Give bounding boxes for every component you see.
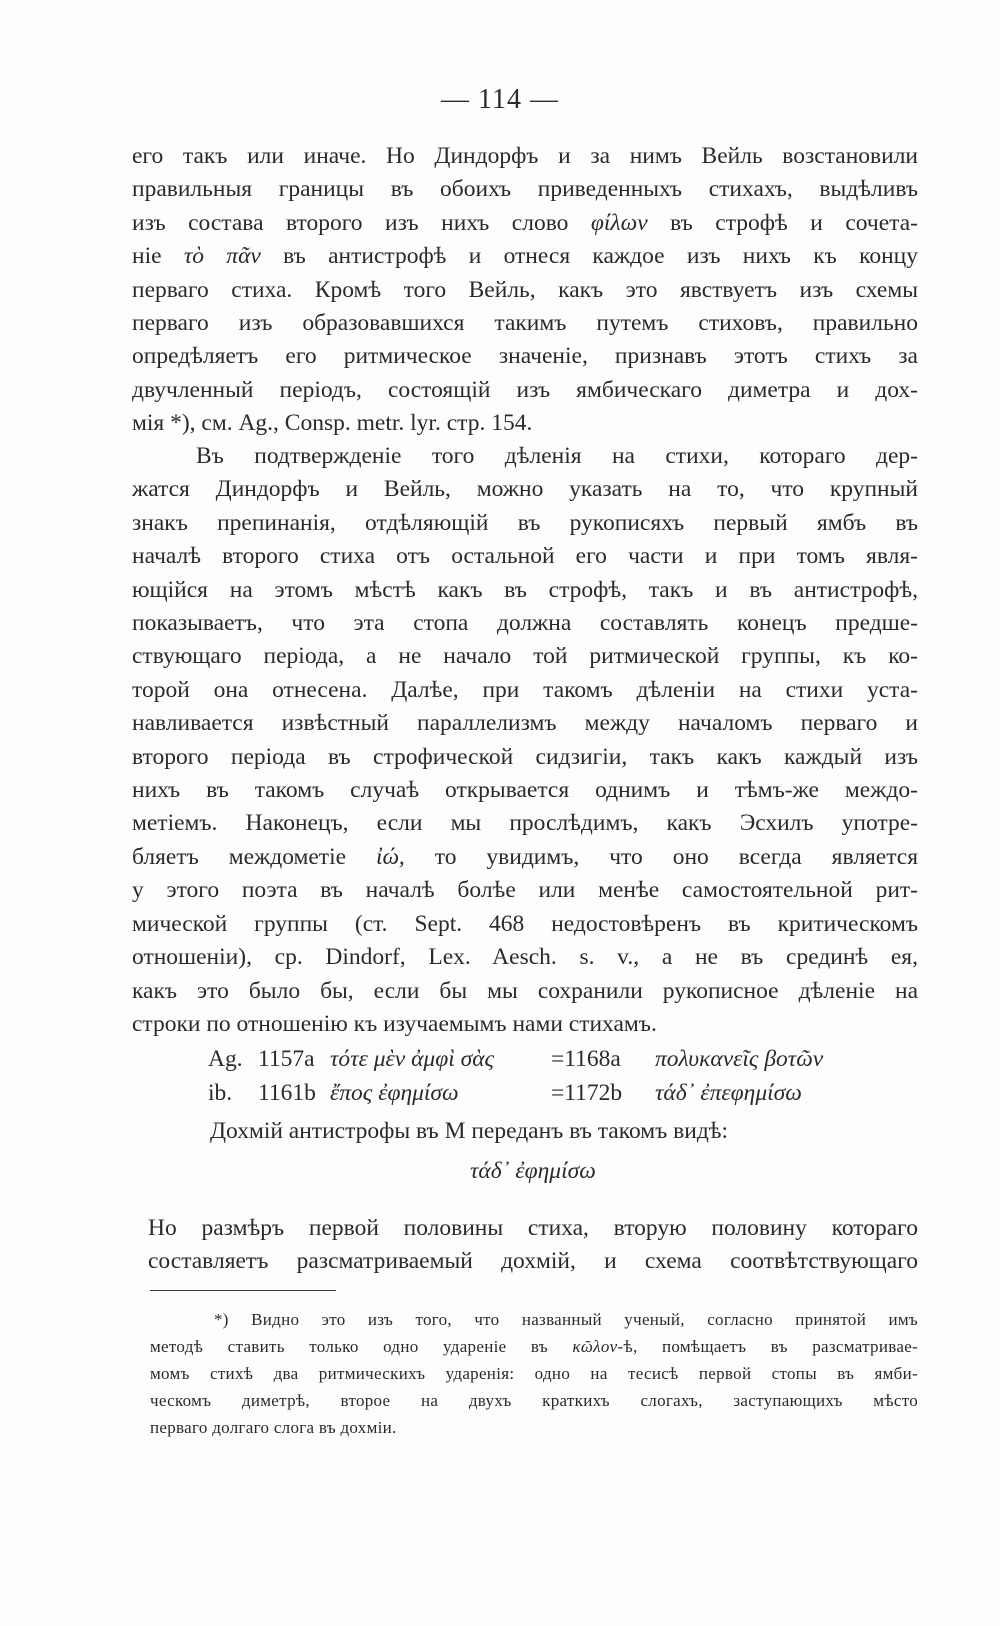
footnote-divider bbox=[150, 1290, 336, 1291]
greek-verse: ἔπος ἐφημίσω bbox=[330, 1080, 459, 1106]
text-line: мія *), см. Ag., Consp. metr. lyr. стр. 154. bbox=[132, 410, 533, 437]
footnote-line: момъ стихѣ два ритмическихъ ударенія: одно на тесисѣ первой стопы въ ямби- bbox=[150, 1364, 918, 1383]
greek-word: φίλων bbox=[590, 209, 648, 236]
paragraph-3 bbox=[148, 1212, 918, 1279]
verse-number: 1161b bbox=[258, 1080, 316, 1106]
text-line: отношеніи), ср. Dindorf, Lex. Aesch. s. v., а не въ срединѣ ея, bbox=[132, 944, 918, 971]
text-line: второго періода въ строфической сидзигіи, такъ какъ каждый изъ bbox=[132, 743, 918, 770]
footnote-line: перваго долгаго слога въ дохміи. bbox=[150, 1418, 397, 1437]
greek-word: τὸ πᾶν bbox=[183, 243, 261, 270]
verse-ref: ib. bbox=[208, 1080, 233, 1106]
text-line: перваго изъ образовавшихся такимъ путемъ стиховъ, правильно bbox=[132, 310, 918, 337]
footnote bbox=[150, 1306, 918, 1441]
text-fragment: -ѣ, помѣщаетъ въ разсматривае- bbox=[617, 1337, 918, 1356]
page-number: — 114 — bbox=[441, 84, 559, 115]
greek-word: ἰώ, bbox=[376, 843, 405, 870]
text-line: началѣ второго стиха отъ остальной его части и при томъ явля- bbox=[132, 543, 918, 570]
greek-word: κῶλον bbox=[572, 1337, 618, 1356]
text-line: двучленный періодъ, состоящій изъ ямбическаго диметра и дох- bbox=[132, 376, 918, 403]
text-line: опредѣляетъ его ритмическое значеніе, признавъ этотъ стихъ за bbox=[132, 343, 918, 370]
text-line: знакъ препинанія, отдѣляющій въ рукописяхъ первый ямбъ въ bbox=[132, 509, 918, 536]
dochmius-intro: Дохмій антистрофы въ М переданъ въ такомъ видѣ: bbox=[210, 1118, 729, 1144]
text-line: нихъ въ такомъ случаѣ открывается однимъ и тѣмъ-же междо- bbox=[132, 777, 918, 804]
text-fragment: ніе bbox=[132, 243, 162, 270]
text-line: жатся Диндорфъ и Вейль, можно указать на то, что крупный bbox=[132, 476, 918, 503]
text-line: Въ подтвержденіе того дѣленія на стихи, котораго дер- bbox=[196, 443, 918, 469]
text-line: торой она отнесена. Далѣе, при такомъ дѣленіи на стихи уста- bbox=[132, 676, 918, 703]
verse-equivalence: =1172b bbox=[551, 1080, 623, 1106]
text-fragment: въ антистрофѣ и отнеся каждое изъ нихъ къ концу bbox=[283, 243, 918, 270]
text-line: навливается извѣстный параллелизмъ между началомъ перваго и bbox=[132, 710, 918, 737]
footnote-line: *) Видно это изъ того, что названный ученый, согласно принятой имъ bbox=[214, 1310, 918, 1329]
text-line: ющійся на этомъ мѣстѣ какъ въ строфѣ, такъ и въ антистрофѣ, bbox=[132, 576, 918, 603]
footnote-line: ческомъ диметрѣ, второе на двухъ краткихъ слогахъ, заступающихъ мѣсто bbox=[150, 1391, 918, 1410]
text-fragment: методѣ ставить только одно удареніе въ bbox=[150, 1337, 548, 1356]
text-line: составляетъ разсматриваемый дохмій, и схема соотвѣтствующаго bbox=[148, 1248, 918, 1275]
paragraph-1 bbox=[132, 140, 918, 441]
text-line: мической группы (ст. Sept. 468 недостовѣренъ въ критическомъ bbox=[132, 910, 918, 937]
text-line: ствующаго періода, а не начало той ритмической группы, къ ко- bbox=[132, 643, 918, 670]
greek-verse: πολυκανεῖς βοτῶν bbox=[655, 1046, 824, 1072]
footnote-line bbox=[150, 1333, 918, 1360]
text-line bbox=[132, 240, 918, 273]
text-fragment: въ строфѣ и сочета- bbox=[670, 209, 918, 236]
text-line: метіемъ. Наконецъ, если мы прослѣдимъ, какъ Эсхилъ употре- bbox=[132, 810, 918, 837]
text-fragment: изъ состава второго изъ нихъ слово bbox=[132, 209, 569, 236]
paragraph-2 bbox=[132, 440, 918, 1041]
text-line: Но размѣръ первой половины стиха, вторую половину котораго bbox=[148, 1215, 918, 1241]
verse-equivalence: =1168a bbox=[551, 1046, 621, 1072]
verse-number: 1157a bbox=[258, 1046, 315, 1072]
text-line: перваго стиха. Кромѣ того Вейль, какъ это явствуетъ изъ схемы bbox=[132, 276, 918, 303]
text-line bbox=[132, 841, 918, 874]
text-line: какъ это было бы, если бы мы сохранили рукописное дѣленіе на bbox=[132, 977, 918, 1004]
text-line: его такъ или иначе. Но Диндорфъ и за нимъ Вейль возстановили bbox=[132, 143, 918, 169]
text-fragment: бляетъ междометіе bbox=[132, 843, 347, 870]
text-line: строки по отношенію къ изучаемымъ нами стихамъ. bbox=[132, 1010, 657, 1037]
greek-verse: τάδ᾽ ἐπεφημίσω bbox=[655, 1080, 802, 1106]
text-line: правильныя границы въ обоихъ приведенныхъ стихахъ, выдѣливъ bbox=[132, 176, 918, 203]
text-fragment: то увидимъ, что оно всегда является bbox=[434, 843, 918, 870]
text-line bbox=[132, 207, 918, 240]
greek-verse: τότε μὲν ἀμφὶ σὰς bbox=[330, 1046, 495, 1072]
text-line: показываетъ, что эта стопа должна составлять конецъ предше- bbox=[132, 610, 918, 637]
text-line: у этого поэта въ началѣ болѣе или менѣе самостоятельной рит- bbox=[132, 877, 918, 904]
dochmius-greek: τάδ᾽ ἐφημίσω bbox=[470, 1158, 596, 1184]
verse-ref: Ag. bbox=[208, 1046, 243, 1072]
